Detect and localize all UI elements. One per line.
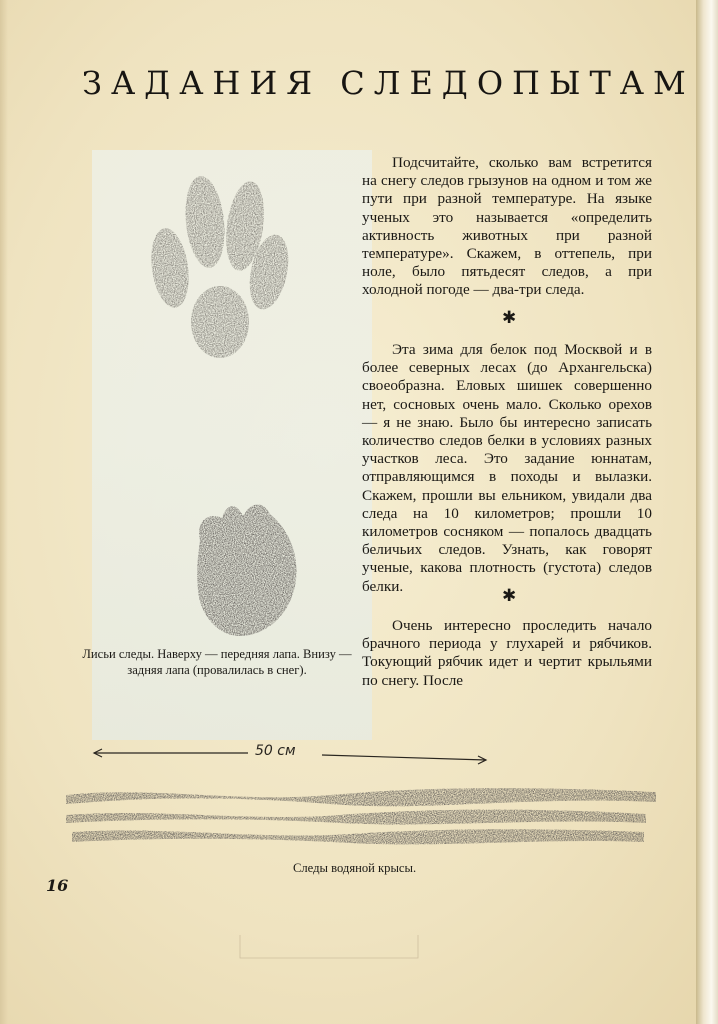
fox-hind-print (197, 505, 296, 637)
paper-stains (240, 935, 418, 958)
article-paragraph-1 (362, 154, 652, 300)
fox-tracks-caption: Лисьи следы. Наверху — передняя лапа. Внизу — задняя лапа (провалилась в снег). (82, 647, 352, 677)
article-paragraph-3 (362, 617, 652, 690)
fox-front-toe-3 (147, 226, 194, 310)
scale-label: 50 см (255, 743, 296, 759)
separator-star: ✱ (502, 586, 517, 606)
fox-front-toe-1 (181, 174, 228, 269)
paragraph-text: Подсчитайте, сколько вам встретится на снегу следов грызунов на одном и том же пути при разной температуре. На языке ученых это называется «определить активность животных при разной температуре». Скажем, в оттепель, при ноле, было пятьдесят следов, а при холодной погоде — два-три следа. (362, 154, 652, 299)
article-paragraph-2 (362, 341, 652, 596)
paragraph-text: Очень интересно проследить начало брачного периода у глухарей и рябчиков. Токующий рябчик идет и чертит крыльями по снегу. После (362, 617, 652, 689)
track-row-3 (72, 829, 644, 844)
track-row-2 (66, 810, 646, 825)
paragraph-text: Эта зима для белок под Москвой и в более северных лесах (до Архангельска) своеобразна. Еловых шишек совершенно нет, сосновых очень мало. Сколько орехов — я не знаю. Было бы интересно записать количество следов белки в условиях разных участков леса. Это задание юннатам, отправляющимся в походы и вылазки. Скажем, прошли вы ельником, увидали два следа на 10 километров; прошли 10 километров сосняком — попалось двадцать беличьих следов. Узнать, как говорят ученые, какова плотность (густота) следов белки. (362, 341, 652, 595)
page-title: ЗАДАНИЯ СЛЕДОПЫТАМ (82, 64, 695, 102)
fox-hind-paw-illustration (197, 505, 296, 637)
separator-star: ✱ (502, 308, 517, 328)
page-number: 16 (46, 876, 69, 895)
fox-front-pad (191, 286, 249, 358)
fox-front-paw-illustration (147, 174, 295, 358)
track-row-1 (66, 788, 656, 806)
water-rat-tracks-illustration (66, 788, 656, 844)
water-rat-caption: Следы водяной крысы. (293, 861, 417, 875)
